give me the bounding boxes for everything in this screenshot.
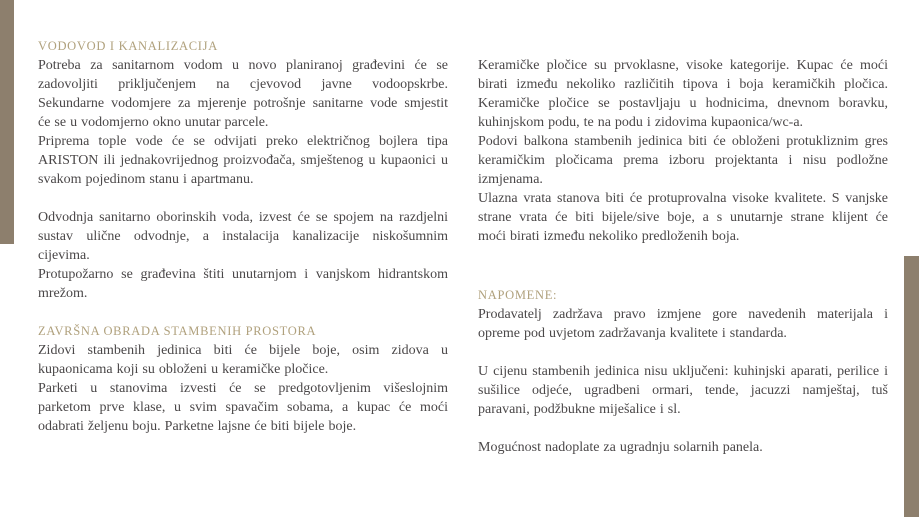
text-line: parketom prve klase, u svim spavačim sobama, a kupac će moći <box>38 400 448 415</box>
column-right <box>478 37 888 457</box>
text-line: Keramičke pločice se postavljaju u hodnicima, dnevnom boravku, <box>478 96 888 111</box>
section-heading: ZAVRŠNA OBRADA STAMBENIH PROSTORA <box>38 324 317 338</box>
paragraph <box>38 379 448 436</box>
column-left <box>38 37 448 457</box>
text-line: keramičkim pločicama prema izboru projektanta i nisu podložne <box>478 153 888 168</box>
text-line: Protupožarno se građevina štiti unutarnjom i vanjskom hidrantskom <box>38 267 448 282</box>
text-line: moći birati između nekoliko predloženih boja. <box>478 229 740 244</box>
text-line: opreme pod uvjetom zadržavanja kvalitete i standarda. <box>478 326 787 341</box>
text-line: kuhinjskom podu, te na podu i zidovima kupaonica/wc-a. <box>478 115 804 130</box>
section-heading: NAPOMENE: <box>478 288 558 302</box>
text-line: U cijenu stambenih jedinica nisu uključeni: kuhinjski aparati, perilice i <box>478 364 888 379</box>
paragraph <box>38 341 448 379</box>
paragraph <box>38 56 448 132</box>
paragraph <box>38 265 448 303</box>
paragraph <box>478 362 888 419</box>
text-line: Sekundarne vodomjere za mjerenje potrošnje sanitarne vode smjestit <box>38 96 448 111</box>
text-line: sustav ulične odvodnje, a instalacija kanalizacije niskošumnim <box>38 229 448 244</box>
text-line: birati između nekoliko različitih tipova i boja keramičkih pločica. <box>478 77 888 92</box>
paragraph <box>478 305 888 343</box>
text-line: mrežom. <box>38 286 88 301</box>
section-heading: VODOVOD I KANALIZACIJA <box>38 39 218 53</box>
paragraph <box>478 189 888 246</box>
text-line: paravani, podžbukne miješalice i sl. <box>478 402 681 417</box>
paragraph <box>38 208 448 265</box>
text-line: ARISTON ili jednakovrijednog proizvođača, smještenog u kupaonici u <box>38 153 448 168</box>
text-line: sušilice odjeće, ugradbeni ormari, tende, jacuzzi namještaj, tuš <box>478 383 888 398</box>
text-line: svakom pojedinom stanu i apartmanu. <box>38 172 254 187</box>
text-line: Prodavatelj zadržava pravo izmjene gore navedenih materijala i <box>478 307 888 322</box>
text-line: Odvodnja sanitarno oborinskih voda, izvest će se spojem na razdjelni <box>38 210 448 225</box>
text-line: Priprema tople vode će se odvijati preko električnog bojlera tipa <box>38 134 448 149</box>
right-accent-bar <box>904 256 919 517</box>
text-line: Potreba za sanitarnom vodom u novo planiranoj građevini će se <box>38 58 448 73</box>
paragraph <box>38 132 448 189</box>
text-line: zadovoljiti priključenjem na cjevovod javne vodoopskrbe. <box>38 77 448 92</box>
left-accent-bar <box>0 0 14 244</box>
text-line: odabrati željenu boju. Parketne lajsne će biti bijele boje. <box>38 419 357 434</box>
text-line: Zidovi stambenih jedinica biti će bijele boje, osim zidova u <box>38 343 448 358</box>
text-line: će se u vodomjerno okno unutar parcele. <box>38 115 269 130</box>
text-line: kupaonicama koji su obloženi u keramičke pločice. <box>38 362 329 377</box>
text-line: Parketi u stanovima izvesti će se predgotovljenim višeslojnim <box>38 381 448 396</box>
text-line: izmjenama. <box>478 172 543 187</box>
paragraph <box>478 132 888 189</box>
paragraph <box>478 438 888 457</box>
page-content <box>38 37 888 457</box>
text-line: Podovi balkona stambenih jedinica biti će obloženi protukliznim gres <box>478 134 888 149</box>
text-line: Mogućnost nadoplate za ugradnju solarnih panela. <box>478 440 763 455</box>
text-line: cijevima. <box>38 248 90 263</box>
text-line: strane vrata će biti bijele/sive boje, a s unutarnje strane klijent će <box>478 210 888 225</box>
paragraph <box>478 56 888 132</box>
text-line: Keramičke pločice su prvoklasne, visoke kategorije. Kupac će moći <box>478 58 888 73</box>
text-line: Ulazna vrata stanova biti će protuprovalna visoke kvalitete. S vanjske <box>478 191 888 206</box>
